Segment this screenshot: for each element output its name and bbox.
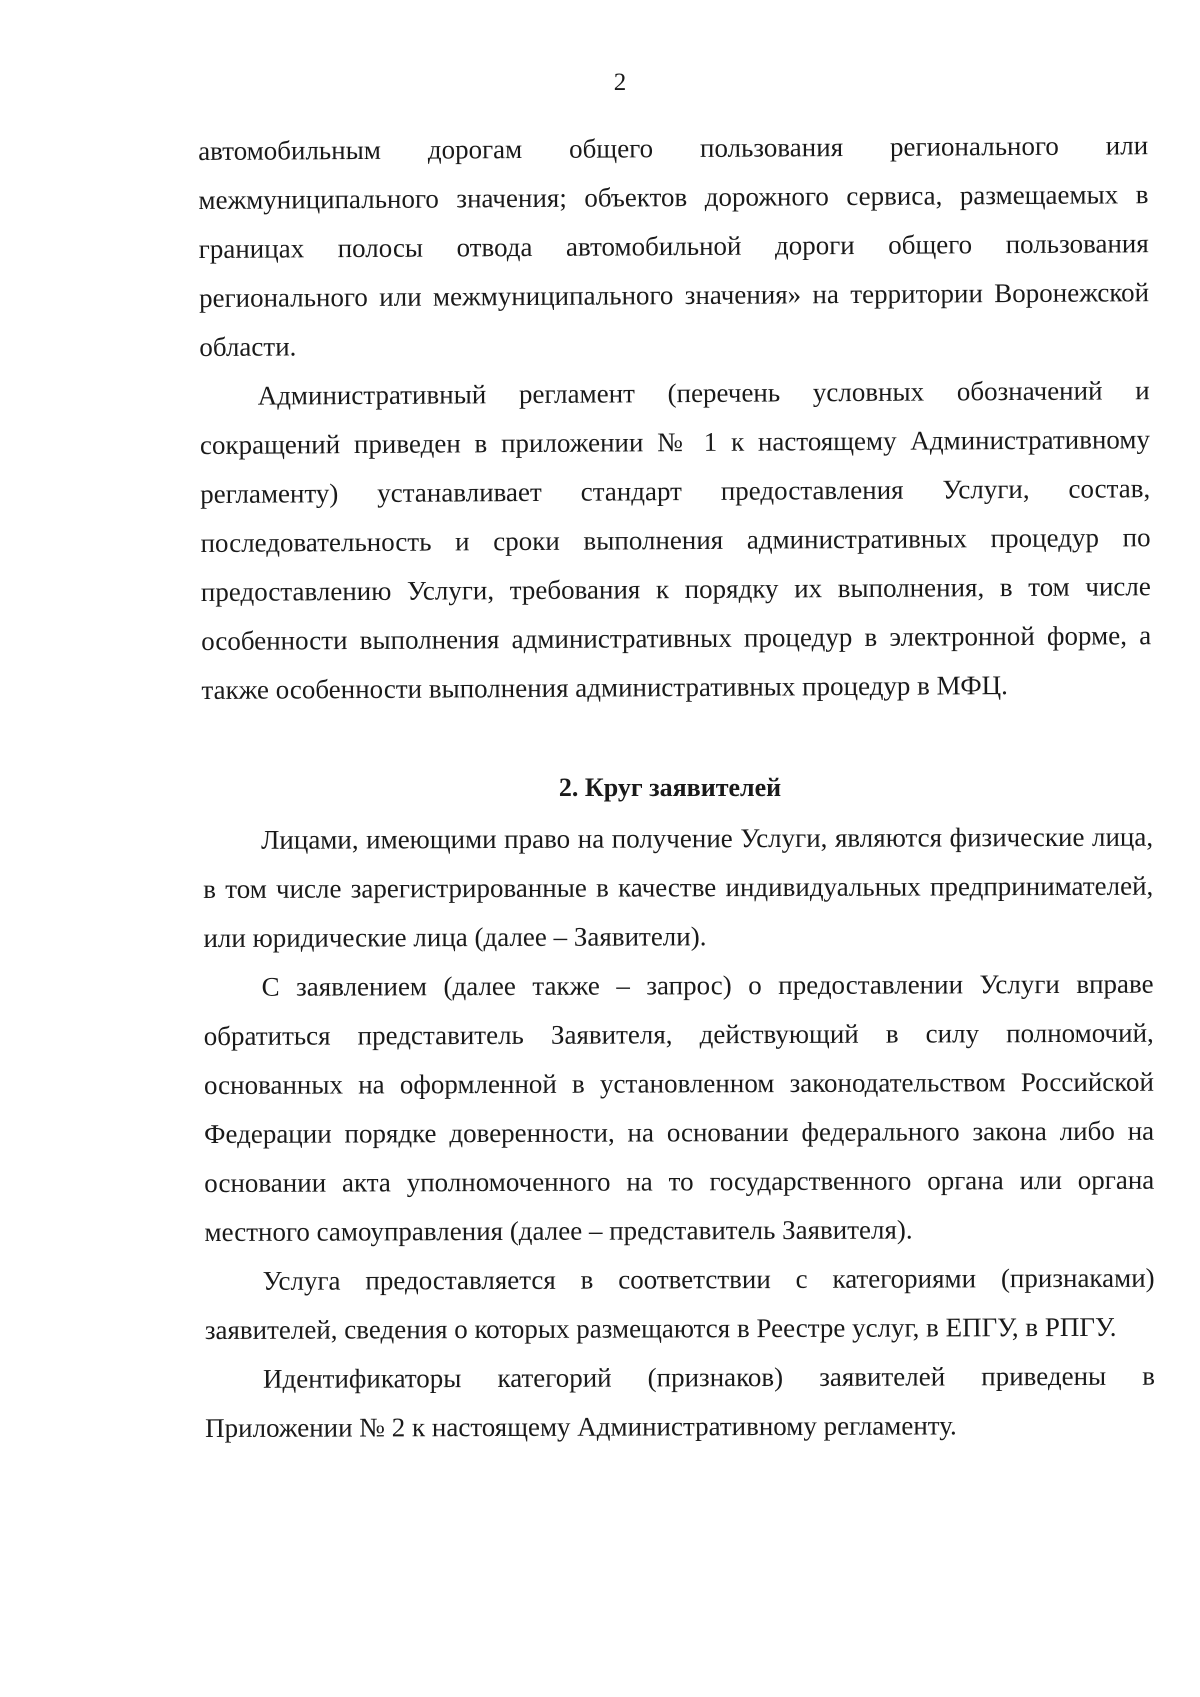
paragraph-categories: Услуга предоставляется в соответствии с категориями (признаками) заявителей, сведения о которых размещаются в Реестре услуг, в ЕПГУ, в РПГУ. xyxy=(204,1262,1155,1345)
paragraph-regulation-scope: Административный регламент (перечень условных обозначений и сокращений приведен в приложении № 1 к настоящему Административному регламенту) устанавливает стандарт предоставления Услуги, состав, последовательность и сроки выполнения административных процедур по предоставлению Услуги, требования к порядку их выполнения, в том числе особенности выполнения административных процедур в электронной форме, а также особенности выполнения административных процедур в МФЦ. xyxy=(199,375,1152,705)
section-text-block xyxy=(203,813,1155,1453)
intro-text-block xyxy=(198,121,1152,715)
paragraph-representative: С заявлением (далее также – запрос) о предоставлении Услуги вправе обратиться представитель Заявителя, действующий в силу полномочий, основанных на оформленной в установленном законодательством Российской Федерации порядке доверенности, на основании федерального закона либо на основании акта уполномоченного на то государственного органа или органа местного самоуправления (далее – представитель Заявителя). xyxy=(203,968,1155,1247)
paragraph-identifiers: Идентификаторы категорий (признаков) заявителей приведены в Приложении № 2 к настоящему Административному регламенту. xyxy=(205,1360,1156,1443)
paragraph-applicants: Лицами, имеющими право на получение Услуги, являются физические лица, в том числе зарегистрированные в качестве индивидуальных предпринимателей, или юридические лица (далее – Заявители). xyxy=(203,821,1154,953)
page-number: 2 xyxy=(613,69,627,96)
paragraph-continuation: автомобильным дорогам общего пользования регионального или межмуниципального значения; объектов дорожного сервиса, размещаемых в границах полосы отвода автомобильной дороги общего пользования регионального или межмуниципального значения» на территории Воронежской области. xyxy=(198,130,1150,362)
section-heading: 2. Круг заявителей xyxy=(558,773,782,802)
